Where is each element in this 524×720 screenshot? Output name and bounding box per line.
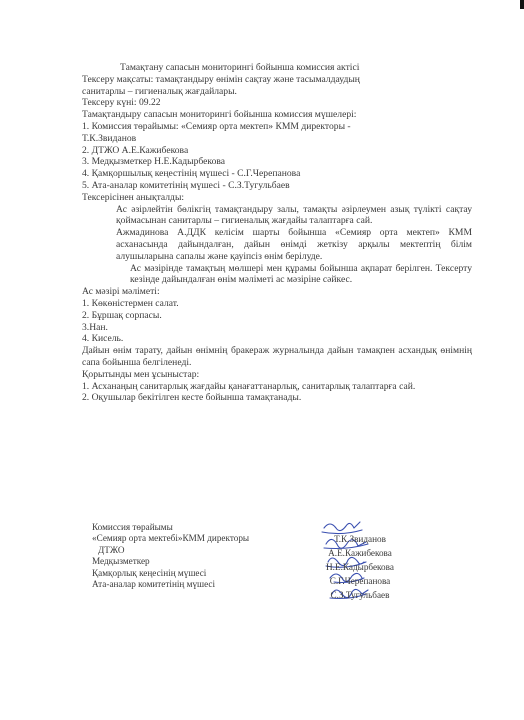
menu-item-2: 2. Бұршақ сорпасы. — [82, 309, 162, 321]
conclusion-heading: Қорытынды мен ұсыныстар: — [82, 368, 200, 380]
sig-name-5: С.З.Тугульбаев — [330, 590, 390, 600]
inspection-date: Тексеру күні: 09.22 — [82, 97, 161, 109]
member-5: 5. Ата-аналар комитетінің мүшесі - С.З.Тугульбаев — [82, 179, 290, 191]
menu-heading: Ас мәзірі мәліметі: — [82, 286, 160, 298]
member-4: 4. Қамқоршылық кеңестінің мүшесі - С.Г.Черепанова — [82, 168, 301, 180]
sig-name-4: С.Г.Черепанова — [329, 576, 391, 586]
paragraph-1: Ас әзірлейтін бөлікгің тамақтандыру залы, тамақты әзірлеумен азық түлікті сақтау қоймасынан санитарлы – гигиеналық жағдайы талаптарға сай. — [116, 203, 472, 227]
menu-item-3: 3.Нан. — [82, 321, 108, 333]
sig-role-chair: Комиссия төрайымы — [92, 522, 173, 532]
menu-item-1: 1. Көкөністермен салат. — [82, 297, 179, 309]
signature-names — [312, 532, 408, 602]
sig-role-director: «Семияр орта мектебі»КММ директоры — [92, 533, 250, 544]
member-1-line-1: 1. Комиссия төрайымы: «Семияр орта мектеп» КММ директоры - — [82, 120, 351, 132]
members-heading: Тамақтандыру сапасын мониторингі бойынша комиссия мүшелері: — [82, 109, 357, 121]
findings-heading: Тексерісінен анықталды: — [82, 191, 185, 203]
purpose-line-1: Тексеру мақсаты: тамақтандыру өнімін сақтау және тасымалдаудың — [82, 73, 360, 85]
member-1-line-2: Т.К.Звиданов — [82, 132, 137, 144]
act-body — [82, 62, 472, 404]
menu-item-4: 4. Кисель. — [82, 333, 124, 345]
sig-role-dtzho: ДТЖО — [98, 544, 125, 555]
document-title: Тамақтану сапасын мониторингі бойынша комиссия актісі — [120, 62, 360, 73]
paragraph-3: Ас мәзірінде тамақтың мөлшері мен құрамы бойынша ақпарат берілген. Тексерту кезінде дайындалған өнім мәліметі ас мәзіріне сәйкес. — [130, 262, 472, 286]
sig-role-parents-committee: Ата-аналар комитетінің мүшесі — [92, 579, 216, 590]
sig-name-2: А.Е.Кажибекова — [328, 548, 392, 558]
purpose-line-2: санитарлы – гигиеналық жағдайлары. — [82, 85, 237, 97]
sig-name-1: Т.К.Звиданов — [334, 534, 386, 544]
conclusion-2: 2. Оқушылар бекітілген кесте бойынша тамақтанады. — [82, 392, 302, 404]
sig-role-guardian-council: Қамқорлық кеңесінің мүшесі — [92, 567, 207, 578]
member-2: 2. ДТЖО А.Е.Кажибекова — [82, 144, 189, 156]
paragraph-2: Ажмадинова А.ДДК келісім шарты бойынша «Семияр орта мектеп» КММ асханасында дайындалған, дайын өнімді жеткізу арқылы мектептің білім алушыларына сапалы және қауіпсіз өнім берілуде. — [116, 227, 472, 262]
paragraph-4: Дайын өнім тарату, дайын өнімнің бракераж журналында дайын тамақпен асхандық өнімнің сапа бойынша белгіленеді. — [82, 345, 472, 368]
member-3: 3. Медқызметкер Н.Е.Кадырбекова — [82, 156, 226, 168]
sig-name-3: Н.Е.Кадырбекова — [326, 562, 394, 572]
sig-role-medic: Медқызметкер — [92, 556, 150, 567]
scan-corner-mark — [520, 0, 524, 9]
conclusion-1: 1. Асханаңың санитарлық жағдайы қанағаттанарлық, санитарлық талаптарға сай. — [82, 380, 416, 392]
